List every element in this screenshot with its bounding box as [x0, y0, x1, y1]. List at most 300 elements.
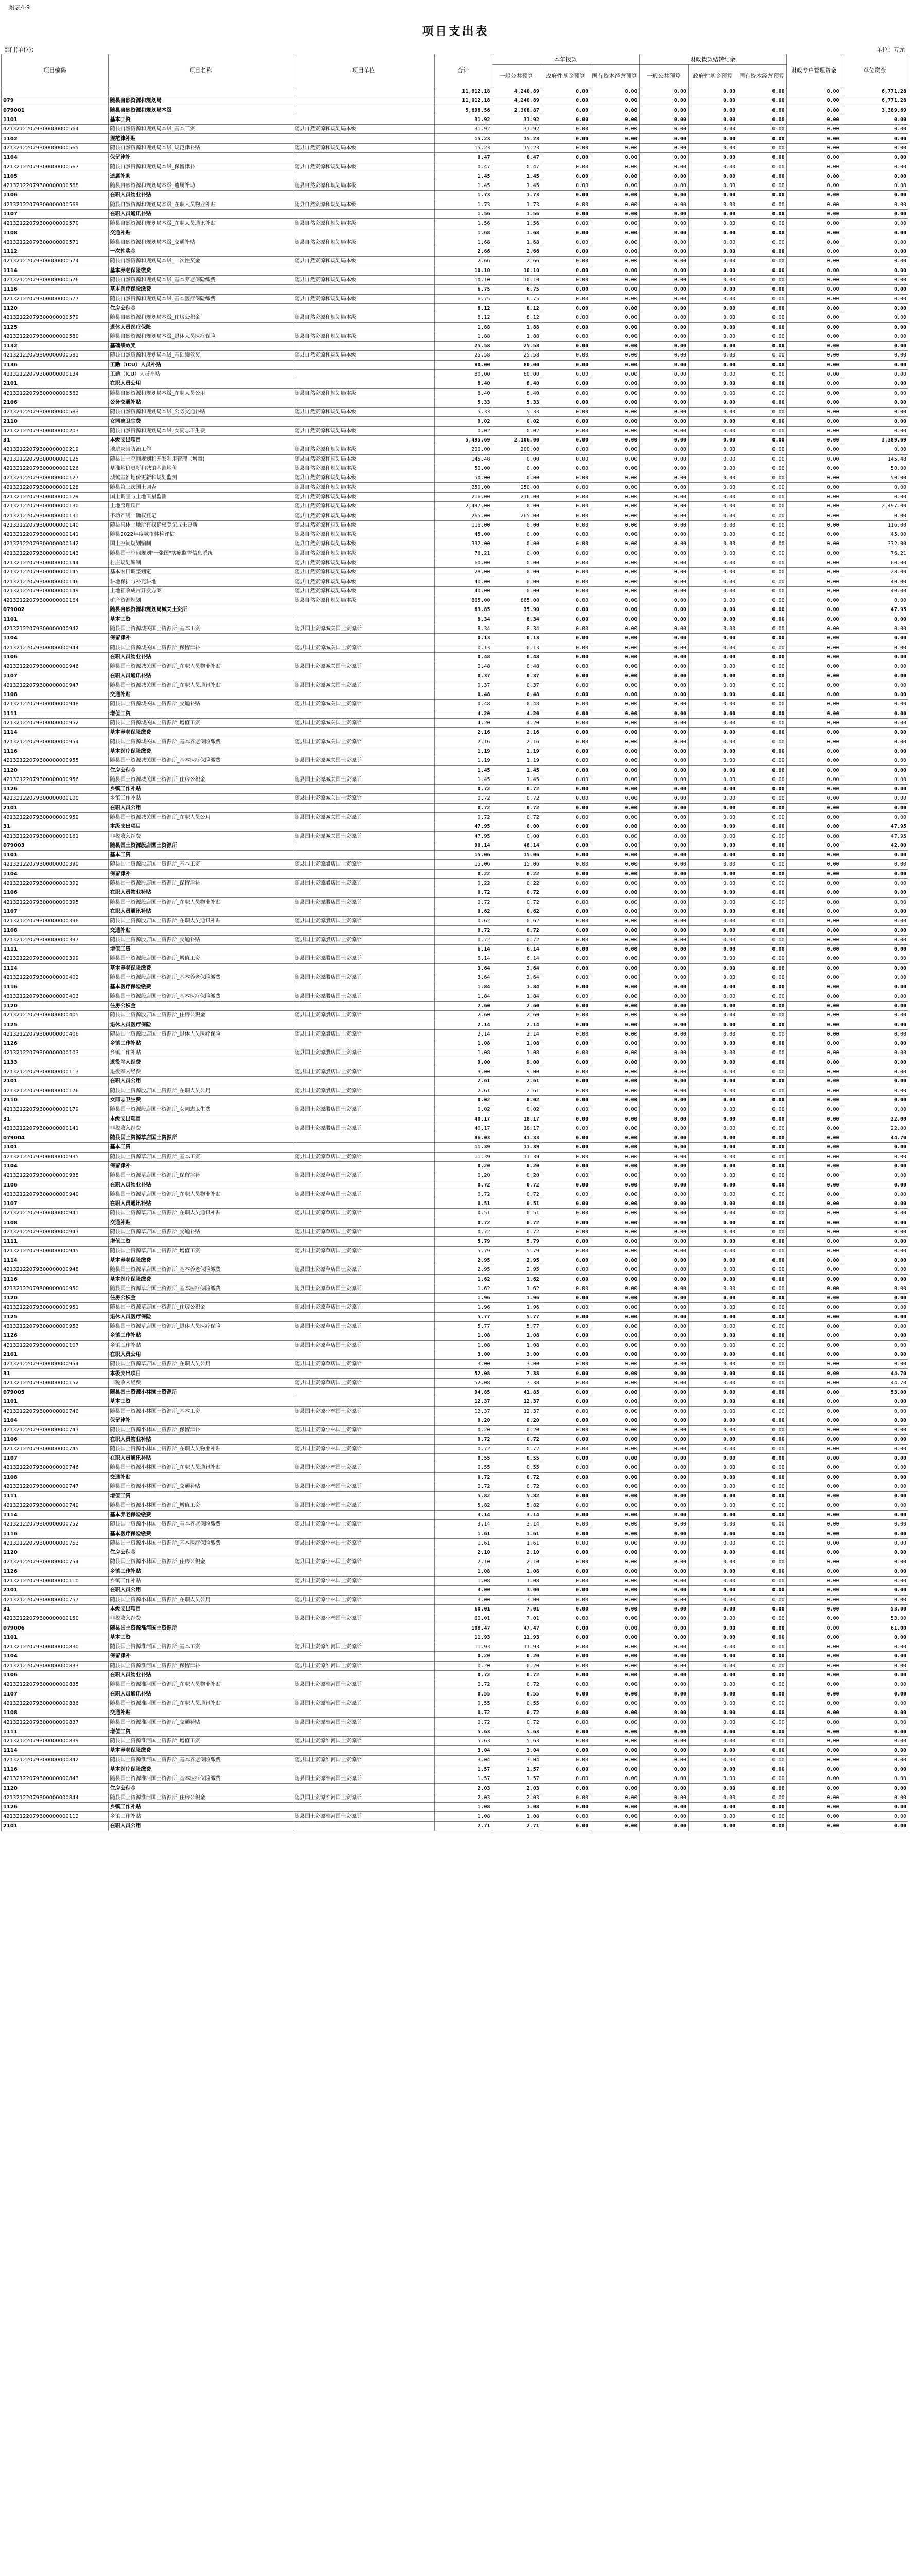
- transfer-state-capital-cell: 0.00: [737, 907, 786, 916]
- project-code-cell: 42132122079B00000000940: [2, 1190, 109, 1199]
- table-row: [2, 1180, 908, 1190]
- general-budget-cell: 8.34: [492, 615, 541, 624]
- project-code-cell: 1101: [2, 115, 109, 124]
- general-budget-cell: 11.39: [492, 1152, 541, 1161]
- transfer-state-capital-cell: 0.00: [737, 1520, 786, 1529]
- general-budget-cell: 6.75: [492, 285, 541, 294]
- header-current-year: 本年拨款: [492, 54, 639, 65]
- transfer-general-cell: 0.00: [639, 1331, 688, 1341]
- transfer-state-capital-cell: 0.00: [737, 775, 786, 784]
- project-code-cell: 42132122079B00000000948: [2, 1265, 109, 1275]
- special-account-cell: 0.00: [786, 1633, 841, 1642]
- general-budget-cell: 0.00: [492, 520, 541, 530]
- fund-budget-cell: 0.00: [541, 1463, 590, 1472]
- general-budget-cell: 1.56: [492, 219, 541, 228]
- transfer-fund-cell: 0.00: [688, 351, 737, 360]
- fund-budget-cell: 0.00: [541, 992, 590, 1001]
- special-account-cell: 0.00: [786, 812, 841, 822]
- transfer-general-cell: 0.00: [639, 1350, 688, 1359]
- special-account-cell: 0.00: [786, 756, 841, 766]
- project-code-cell: 42132122079B00000000833: [2, 1661, 109, 1670]
- project-unit-cell: [293, 615, 434, 624]
- transfer-general-cell: 0.00: [639, 634, 688, 643]
- project-unit-cell: 随县国土资源殷店国土资源所: [293, 1048, 434, 1058]
- self-funds-cell: 0.00: [841, 417, 908, 426]
- fund-budget-cell: 0.00: [541, 973, 590, 982]
- project-name-cell: 在职人员通讯补贴: [108, 1199, 293, 1209]
- fund-budget-cell: 0.00: [541, 435, 590, 445]
- project-name-cell: 随县国土资源淮河国土资源所_在职人员物业补贴: [108, 1680, 293, 1689]
- project-name-cell: 随县国土资源殷店国土资源所_增值工资: [108, 954, 293, 963]
- transfer-fund-cell: 0.00: [688, 907, 737, 916]
- transfer-state-capital-cell: 0.00: [737, 1567, 786, 1576]
- table-row: [2, 954, 908, 963]
- state-capital-cell: 0.00: [590, 228, 639, 238]
- transfer-general-cell: 0.00: [639, 247, 688, 257]
- transfer-fund-cell: 0.00: [688, 464, 737, 473]
- transfer-state-capital-cell: 0.00: [737, 1209, 786, 1218]
- special-account-cell: 0.00: [786, 1077, 841, 1086]
- project-name-cell: 随县国土资源小林国土资源所_保留津补: [108, 1426, 293, 1435]
- fund-budget-cell: 0.00: [541, 1048, 590, 1058]
- fund-budget-cell: 0.00: [541, 1784, 590, 1793]
- project-name-cell: 随县国土资源草店国土资源所_住房公积金: [108, 1303, 293, 1312]
- project-name-cell: 交通补贴: [108, 228, 293, 238]
- project-unit-cell: [293, 1708, 434, 1718]
- table-header: [2, 54, 908, 87]
- transfer-state-capital-cell: 0.00: [737, 822, 786, 832]
- self-funds-cell: 0.00: [841, 1689, 908, 1699]
- project-unit-cell: [293, 1529, 434, 1538]
- general-budget-cell: 3.14: [492, 1520, 541, 1529]
- self-funds-cell: 0.00: [841, 1821, 908, 1831]
- self-funds-cell: 0.00: [841, 869, 908, 878]
- transfer-state-capital-cell: 0.00: [737, 718, 786, 727]
- project-unit-cell: [293, 1586, 434, 1595]
- project-unit-cell: 随县国土资源殷店国土资源所: [293, 878, 434, 888]
- total-cell: 0.72: [435, 1227, 492, 1236]
- table-row: [2, 1435, 908, 1444]
- transfer-general-cell: 0.00: [639, 1435, 688, 1444]
- state-capital-cell: 0.00: [590, 172, 639, 181]
- table-row: [2, 1633, 908, 1642]
- special-account-cell: 0.00: [786, 1708, 841, 1718]
- transfer-general-cell: 0.00: [639, 1199, 688, 1209]
- project-code-cell: 42132122079B00000000743: [2, 1426, 109, 1435]
- total-cell: 1.19: [435, 747, 492, 756]
- total-cell: 0.72: [435, 1472, 492, 1482]
- table-row: [2, 1199, 908, 1209]
- project-unit-cell: [293, 153, 434, 162]
- project-unit-cell: 随县自然资源和规划局本级: [293, 492, 434, 501]
- self-funds-cell: 50.00: [841, 473, 908, 483]
- total-cell: 865.00: [435, 596, 492, 605]
- project-name-cell: 遗属补助: [108, 172, 293, 181]
- total-cell: 1.61: [435, 1538, 492, 1548]
- transfer-state-capital-cell: 0.00: [737, 228, 786, 238]
- project-unit-cell: [293, 1095, 434, 1105]
- transfer-general-cell: 0.00: [639, 1567, 688, 1576]
- total-cell: 1.57: [435, 1774, 492, 1784]
- transfer-fund-cell: 0.00: [688, 502, 737, 511]
- special-account-cell: 0.00: [786, 1397, 841, 1406]
- fund-budget-cell: 0.00: [541, 125, 590, 134]
- transfer-fund-cell: 0.00: [688, 96, 737, 106]
- special-account-cell: 0.00: [786, 1557, 841, 1567]
- transfer-general-cell: 0.00: [639, 1124, 688, 1133]
- transfer-general-cell: 0.00: [639, 153, 688, 162]
- general-budget-cell: 2.16: [492, 737, 541, 747]
- project-name-cell: 随县国土资源小林国土资源所_在职人员通讯补贴: [108, 1463, 293, 1472]
- project-name-cell: 增值工资: [108, 1727, 293, 1736]
- project-name-cell: 随县第三次国土调查: [108, 483, 293, 492]
- project-code-cell: 42132122079B00000000740: [2, 1406, 109, 1416]
- state-capital-cell: 0.00: [590, 917, 639, 926]
- project-unit-cell: [293, 369, 434, 379]
- fund-budget-cell: 0.00: [541, 247, 590, 257]
- project-code-cell: 1111: [2, 1237, 109, 1246]
- state-capital-cell: 0.00: [590, 257, 639, 266]
- transfer-state-capital-cell: 0.00: [737, 851, 786, 860]
- project-unit-cell: 随县国土资源草店国土资源所: [293, 1284, 434, 1293]
- transfer-general-cell: 0.00: [639, 219, 688, 228]
- special-account-cell: 0.00: [786, 851, 841, 860]
- state-capital-cell: 0.00: [590, 982, 639, 992]
- table-row: [2, 1256, 908, 1265]
- self-funds-cell: 0.00: [841, 851, 908, 860]
- table-row: [2, 483, 908, 492]
- project-unit-cell: [293, 1199, 434, 1209]
- table-row: [2, 615, 908, 624]
- project-unit-cell: [293, 96, 434, 106]
- project-unit-cell: 随县国土资源城关国土资源所: [293, 812, 434, 822]
- project-unit-cell: [293, 398, 434, 407]
- general-budget-cell: 3.64: [492, 973, 541, 982]
- transfer-fund-cell: 0.00: [688, 709, 737, 718]
- project-name-cell: 随县国土资源草店国土资源所_在职人员公用: [108, 1360, 293, 1369]
- transfer-general-cell: 0.00: [639, 1727, 688, 1736]
- transfer-general-cell: 0.00: [639, 1510, 688, 1519]
- self-funds-cell: 0.00: [841, 907, 908, 916]
- project-code-cell: 42132122079B00000000110: [2, 1576, 109, 1585]
- total-cell: 15.23: [435, 134, 492, 143]
- state-capital-cell: 0.00: [590, 1020, 639, 1029]
- table-row: [2, 238, 908, 247]
- special-account-cell: 0.00: [786, 1586, 841, 1595]
- fund-budget-cell: 0.00: [541, 1670, 590, 1680]
- project-name-cell: 随县国土资源小林国土资源所_基本医疗保险缴费: [108, 1538, 293, 1548]
- general-budget-cell: 250.00: [492, 483, 541, 492]
- total-cell: 0.72: [435, 897, 492, 907]
- transfer-general-cell: 0.00: [639, 1680, 688, 1689]
- project-code-cell: 42132122079B00000000577: [2, 294, 109, 303]
- fund-budget-cell: 0.00: [541, 1718, 590, 1727]
- state-capital-cell: 0.00: [590, 766, 639, 775]
- fund-budget-cell: 0.00: [541, 568, 590, 577]
- special-account-cell: 0.00: [786, 1199, 841, 1209]
- project-code-cell: 079003: [2, 841, 109, 850]
- project-unit-cell: 随县国土资源城关国土资源所: [293, 737, 434, 747]
- special-account-cell: 0.00: [786, 1048, 841, 1058]
- transfer-state-capital-cell: 0.00: [737, 1001, 786, 1010]
- transfer-fund-cell: 0.00: [688, 634, 737, 643]
- fund-budget-cell: 0.00: [541, 1812, 590, 1821]
- fund-budget-cell: 0.00: [541, 464, 590, 473]
- project-name-cell: [108, 87, 293, 96]
- project-name-cell: 随县国土资源城关国土资源所_增值工资: [108, 718, 293, 727]
- fund-budget-cell: 0.00: [541, 1039, 590, 1048]
- table-row: [2, 1472, 908, 1482]
- special-account-cell: 0.00: [786, 209, 841, 218]
- table-row: [2, 1095, 908, 1105]
- total-cell: 0.72: [435, 1680, 492, 1689]
- table-row: [2, 812, 908, 822]
- project-unit-cell: 随县国土资源小林国土资源所: [293, 1520, 434, 1529]
- transfer-general-cell: 0.00: [639, 784, 688, 793]
- self-funds-cell: 0.00: [841, 935, 908, 944]
- transfer-state-capital-cell: 0.00: [737, 143, 786, 152]
- transfer-state-capital-cell: 0.00: [737, 1360, 786, 1369]
- project-unit-cell: [293, 191, 434, 200]
- general-budget-cell: 0.20: [492, 1426, 541, 1435]
- self-funds-cell: 0.00: [841, 728, 908, 737]
- general-budget-cell: 865.00: [492, 596, 541, 605]
- transfer-state-capital-cell: 0.00: [737, 1294, 786, 1303]
- project-code-cell: 1107: [2, 907, 109, 916]
- project-unit-cell: [293, 1633, 434, 1642]
- transfer-general-cell: 0.00: [639, 445, 688, 454]
- transfer-state-capital-cell: 0.00: [737, 1821, 786, 1831]
- transfer-general-cell: 0.00: [639, 1538, 688, 1548]
- transfer-general-cell: 0.00: [639, 143, 688, 152]
- transfer-general-cell: 0.00: [639, 1237, 688, 1246]
- general-budget-cell: 0.72: [492, 1718, 541, 1727]
- project-name-cell: 随县国土资源草店国土资源所: [108, 1133, 293, 1142]
- project-name-cell: 随县国土资源小林国土资源所_增值工资: [108, 1501, 293, 1510]
- total-cell: 5.77: [435, 1312, 492, 1321]
- self-funds-cell: 76.21: [841, 549, 908, 558]
- project-name-cell: 在职人员通讯补贴: [108, 1454, 293, 1463]
- table-row: [2, 963, 908, 973]
- project-name-cell: 基本医疗保险缴费: [108, 747, 293, 756]
- total-cell: 5.33: [435, 408, 492, 417]
- table-row: [2, 266, 908, 275]
- total-cell: 8.12: [435, 303, 492, 313]
- fund-budget-cell: 0.00: [541, 1765, 590, 1774]
- special-account-cell: 0.00: [786, 1689, 841, 1699]
- project-unit-cell: 随县国土资源淮河国土资源所: [293, 1680, 434, 1689]
- transfer-fund-cell: 0.00: [688, 1397, 737, 1406]
- project-name-cell: 随县国土资源殷店国土资源所_基本养老保险缴费: [108, 973, 293, 982]
- attachment-note: 附表4-9: [9, 4, 30, 11]
- total-cell: 0.02: [435, 1105, 492, 1114]
- general-budget-cell: 2.03: [492, 1793, 541, 1802]
- general-budget-cell: 0.00: [492, 822, 541, 832]
- transfer-general-cell: 0.00: [639, 520, 688, 530]
- special-account-cell: 0.00: [786, 1765, 841, 1774]
- fund-budget-cell: 0.00: [541, 822, 590, 832]
- state-capital-cell: 0.00: [590, 1039, 639, 1048]
- table-row: [2, 1218, 908, 1227]
- transfer-fund-cell: 0.00: [688, 1718, 737, 1727]
- transfer-fund-cell: 0.00: [688, 963, 737, 973]
- table-row: [2, 1406, 908, 1416]
- transfer-fund-cell: 0.00: [688, 1152, 737, 1161]
- special-account-cell: 0.00: [786, 323, 841, 332]
- transfer-general-cell: 0.00: [639, 1670, 688, 1680]
- project-code-cell: 1106: [2, 888, 109, 897]
- project-code-cell: 42132122079B00000000113: [2, 1067, 109, 1076]
- project-code-cell: 42132122079B00000000752: [2, 1520, 109, 1529]
- transfer-general-cell: 0.00: [639, 803, 688, 812]
- state-capital-cell: 0.00: [590, 96, 639, 106]
- project-unit-cell: 随县自然资源和规划局本级: [293, 596, 434, 605]
- fund-budget-cell: 0.00: [541, 784, 590, 793]
- project-unit-cell: 随县自然资源和规划局本级: [293, 511, 434, 520]
- project-unit-cell: 随县国土资源草店国土资源所: [293, 1171, 434, 1180]
- project-code-cell: 42132122079B00000000568: [2, 181, 109, 190]
- project-unit-cell: 随县国土资源小林国土资源所: [293, 1614, 434, 1623]
- fund-budget-cell: 0.00: [541, 426, 590, 435]
- project-name-cell: 基本医疗保险缴费: [108, 1275, 293, 1284]
- general-budget-cell: 0.72: [492, 784, 541, 793]
- general-budget-cell: 0.72: [492, 1227, 541, 1236]
- transfer-fund-cell: 0.00: [688, 162, 737, 172]
- self-funds-cell: 0.00: [841, 775, 908, 784]
- self-funds-cell: 0.00: [841, 1397, 908, 1406]
- project-name-cell: 非税收入经费: [108, 1124, 293, 1133]
- project-code-cell: 42132122079B00000000954: [2, 1360, 109, 1369]
- self-funds-cell: 0.00: [841, 445, 908, 454]
- transfer-fund-cell: 0.00: [688, 1246, 737, 1256]
- project-unit-cell: [293, 266, 434, 275]
- table-row: [2, 369, 908, 379]
- special-account-cell: 0.00: [786, 342, 841, 351]
- transfer-general-cell: 0.00: [639, 1689, 688, 1699]
- fund-budget-cell: 0.00: [541, 1604, 590, 1614]
- fund-budget-cell: 0.00: [541, 1369, 590, 1378]
- general-budget-cell: 1.45: [492, 766, 541, 775]
- special-account-cell: 0.00: [786, 1265, 841, 1275]
- fund-budget-cell: 0.00: [541, 398, 590, 407]
- project-unit-cell: [293, 1331, 434, 1341]
- transfer-general-cell: 0.00: [639, 568, 688, 577]
- general-budget-cell: 1.19: [492, 747, 541, 756]
- transfer-state-capital-cell: 0.00: [737, 294, 786, 303]
- project-unit-cell: [293, 417, 434, 426]
- project-name-cell: 在职人员通讯补贴: [108, 1689, 293, 1699]
- fund-budget-cell: 0.00: [541, 747, 590, 756]
- total-cell: 1.45: [435, 775, 492, 784]
- special-account-cell: 0.00: [786, 1529, 841, 1538]
- total-cell: 1.56: [435, 209, 492, 218]
- general-budget-cell: 15.06: [492, 860, 541, 869]
- transfer-general-cell: 0.00: [639, 1708, 688, 1718]
- general-budget-cell: 1.08: [492, 1576, 541, 1585]
- general-budget-cell: 0.72: [492, 1670, 541, 1680]
- transfer-fund-cell: 0.00: [688, 1538, 737, 1548]
- fund-budget-cell: 0.00: [541, 1520, 590, 1529]
- header-transfer-general-budget: 一般公共预算: [639, 65, 688, 87]
- transfer-state-capital-cell: 0.00: [737, 191, 786, 200]
- total-cell: 47.95: [435, 822, 492, 832]
- project-code-cell: 079004: [2, 1133, 109, 1142]
- project-code-cell: 42132122079B00000000942: [2, 624, 109, 633]
- self-funds-cell: 0.00: [841, 878, 908, 888]
- project-name-cell: 基本工资: [108, 1143, 293, 1152]
- state-capital-cell: 0.00: [590, 1256, 639, 1265]
- transfer-state-capital-cell: 0.00: [737, 369, 786, 379]
- table-row: [2, 1312, 908, 1321]
- general-budget-cell: 11.39: [492, 1143, 541, 1152]
- self-funds-cell: 0.00: [841, 219, 908, 228]
- transfer-fund-cell: 0.00: [688, 926, 737, 935]
- special-account-cell: 0.00: [786, 1105, 841, 1114]
- transfer-fund-cell: 0.00: [688, 917, 737, 926]
- self-funds-cell: 0.00: [841, 1237, 908, 1246]
- special-account-cell: 0.00: [786, 1444, 841, 1453]
- transfer-state-capital-cell: 0.00: [737, 586, 786, 596]
- total-cell: 15.06: [435, 860, 492, 869]
- fund-budget-cell: 0.00: [541, 115, 590, 124]
- fund-budget-cell: 0.00: [541, 1246, 590, 1256]
- special-account-cell: 0.00: [786, 266, 841, 275]
- transfer-state-capital-cell: 0.00: [737, 690, 786, 700]
- transfer-fund-cell: 0.00: [688, 266, 737, 275]
- self-funds-cell: 0.00: [841, 615, 908, 624]
- self-funds-cell: 0.00: [841, 1406, 908, 1416]
- state-capital-cell: 0.00: [590, 662, 639, 671]
- table-row: [2, 143, 908, 152]
- fund-budget-cell: 0.00: [541, 1689, 590, 1699]
- transfer-general-cell: 0.00: [639, 1218, 688, 1227]
- transfer-fund-cell: 0.00: [688, 228, 737, 238]
- special-account-cell: 0.00: [786, 1284, 841, 1293]
- project-code-cell: 31: [2, 1604, 109, 1614]
- transfer-state-capital-cell: 0.00: [737, 832, 786, 841]
- project-code-cell: 42132122079B00000000567: [2, 162, 109, 172]
- transfer-general-cell: 0.00: [639, 700, 688, 709]
- special-account-cell: 0.00: [786, 737, 841, 747]
- project-unit-cell: [293, 435, 434, 445]
- state-capital-cell: 0.00: [590, 408, 639, 417]
- state-capital-cell: 0.00: [590, 1765, 639, 1774]
- state-capital-cell: 0.00: [590, 1284, 639, 1293]
- total-cell: 40.17: [435, 1114, 492, 1124]
- self-funds-cell: 0.00: [841, 671, 908, 681]
- transfer-fund-cell: 0.00: [688, 1171, 737, 1180]
- transfer-general-cell: 0.00: [639, 1718, 688, 1727]
- state-capital-cell: 0.00: [590, 1303, 639, 1312]
- project-code-cell: 1116: [2, 1765, 109, 1774]
- project-unit-cell: 随县国土资源草店国土资源所: [293, 1190, 434, 1199]
- table-row: [2, 1048, 908, 1058]
- transfer-general-cell: 0.00: [639, 435, 688, 445]
- project-unit-cell: [293, 1294, 434, 1303]
- project-code-cell: 42132122079B00000000131: [2, 511, 109, 520]
- fund-budget-cell: 0.00: [541, 982, 590, 992]
- project-unit-cell: 随县国土资源淮河国土资源所: [293, 1736, 434, 1745]
- project-name-cell: 随县国土资源殷店国土资源所_女同志卫生费: [108, 1105, 293, 1114]
- general-budget-cell: 0.47: [492, 162, 541, 172]
- table-row: [2, 690, 908, 700]
- transfer-state-capital-cell: 0.00: [737, 153, 786, 162]
- transfer-fund-cell: 0.00: [688, 398, 737, 407]
- total-cell: 1.08: [435, 1803, 492, 1812]
- total-cell: 47.95: [435, 832, 492, 841]
- transfer-fund-cell: 0.00: [688, 1360, 737, 1369]
- table-row: [2, 945, 908, 954]
